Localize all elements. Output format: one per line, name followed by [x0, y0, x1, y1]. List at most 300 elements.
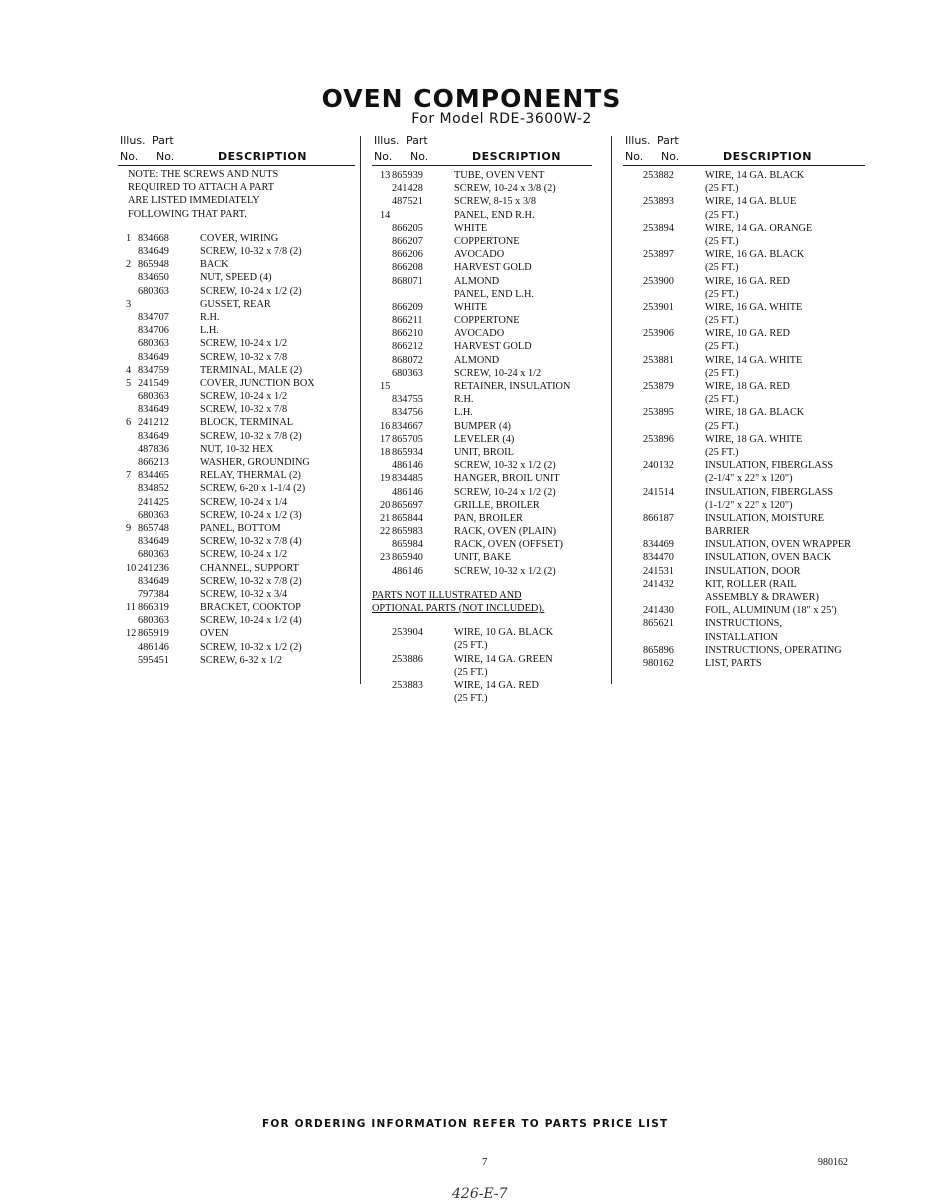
- part-number: 834485: [392, 473, 423, 485]
- table-row: [118, 549, 355, 562]
- part-description: (25 FT.): [705, 288, 739, 300]
- table-row: [372, 223, 592, 236]
- part-description: WHITE: [454, 222, 488, 234]
- table-row: [623, 552, 865, 565]
- table-row: [118, 272, 355, 285]
- part-number: 865705: [392, 433, 423, 445]
- table-row: [372, 276, 592, 289]
- part-number: 834469: [643, 539, 674, 551]
- table-row: [372, 236, 592, 249]
- part-number: 834668: [138, 232, 169, 244]
- screws-note: NOTE: THE SCREWS AND NUTS REQUIRED TO ATTACH A PART ARE LISTED IMMEDIATELY FOLLOWING THAT PART.: [128, 169, 279, 220]
- part-description: INSULATION, MOISTURE: [705, 512, 824, 524]
- table-row: [372, 170, 592, 183]
- column-header: [623, 132, 865, 166]
- header-description: DESCRIPTION: [218, 150, 307, 163]
- part-description: BRACKET, COOKTOP: [200, 602, 301, 614]
- table-row: [623, 500, 865, 513]
- table-row: [118, 483, 355, 496]
- part-description: SCREW, 6-32 x 1/2: [200, 654, 283, 666]
- part-description: SCREW, 10-32 x 7/8: [200, 404, 288, 416]
- header-part-no: No.: [410, 150, 429, 163]
- table-row: [372, 654, 592, 667]
- part-description: PAN, BROILER: [454, 512, 523, 524]
- table-row: [372, 566, 592, 579]
- table-row: [118, 510, 355, 523]
- header-part: Part: [657, 134, 679, 147]
- illus-number: 4: [126, 364, 132, 376]
- header-illus: Illus.: [374, 134, 400, 147]
- part-number: 834852: [138, 483, 169, 495]
- part-number: 865934: [392, 446, 423, 458]
- part-number: 253893: [643, 196, 674, 208]
- part-description: SCREW, 10-32 x 3/4: [200, 588, 288, 600]
- part-description: COPPERTONE: [454, 235, 520, 247]
- optional-parts-heading: [372, 589, 572, 615]
- part-description: INSTRUCTIONS,: [705, 618, 782, 630]
- part-description: R.H.: [454, 394, 474, 406]
- part-number: 834756: [392, 407, 423, 419]
- part-description: SCREW, 10-24 x 3/8 (2): [454, 183, 556, 195]
- part-number: 834649: [138, 351, 169, 363]
- table-row: [372, 302, 592, 315]
- part-description: WASHER, GROUNDING: [200, 457, 310, 468]
- part-description: WIRE, 14 GA. BLUE: [705, 196, 797, 208]
- part-description: WIRE, 14 GA. ORANGE: [705, 222, 813, 234]
- part-number: 797384: [138, 588, 169, 600]
- table-row: [118, 536, 355, 549]
- part-description: (2-1/4" x 22" x 120"): [705, 473, 793, 485]
- table-row: [623, 579, 865, 592]
- part-description: (25 FT.): [705, 183, 739, 195]
- part-description: (25 FT.): [705, 235, 739, 247]
- table-row: [118, 655, 355, 668]
- part-number: 980162: [643, 657, 674, 669]
- table-row: [372, 196, 592, 209]
- part-number: 253906: [643, 328, 674, 340]
- part-description: COVER, JUNCTION BOX: [200, 377, 315, 389]
- part-number: 253900: [643, 275, 674, 287]
- table-row: [118, 312, 355, 325]
- table-row: [118, 417, 355, 430]
- part-number: 834650: [138, 272, 169, 284]
- table-row: [623, 460, 865, 473]
- header-illus: Illus.: [625, 134, 651, 147]
- table-row: [623, 526, 865, 539]
- part-description: UNIT, BROIL: [454, 446, 514, 458]
- table-row: [623, 289, 865, 302]
- part-description: SCREW, 10-24 x 1/2: [200, 391, 288, 403]
- part-description: WIRE, 18 GA. RED: [705, 381, 790, 392]
- part-number: 866206: [392, 249, 423, 261]
- part-description: SCREW, 10-32 x 7/8 (2): [200, 246, 302, 257]
- part-description: (1-1/2" x 22" x 120"): [705, 499, 793, 511]
- part-description: SCREW, 6-20 x 1-1/4 (2): [200, 483, 306, 495]
- header-illus-no: No.: [625, 150, 644, 163]
- table-row: [623, 183, 865, 196]
- table-row: [118, 246, 355, 259]
- table-row: [623, 539, 865, 552]
- part-description: (25 FT.): [705, 420, 739, 432]
- table-row: [623, 210, 865, 223]
- part-number: 253879: [643, 381, 674, 392]
- part-description: WIRE, 10 GA. BLACK: [454, 627, 554, 639]
- header-illus: Illus.: [120, 134, 146, 147]
- part-description: RACK, OVEN (PLAIN): [454, 526, 557, 538]
- table-row: [118, 352, 355, 365]
- table-row: [623, 276, 865, 289]
- part-number: 865940: [392, 552, 423, 564]
- header-part: Part: [152, 134, 174, 147]
- illus-number: 5: [126, 377, 132, 389]
- table-row: [372, 421, 592, 434]
- part-description: WIRE, 14 GA. WHITE: [705, 354, 803, 366]
- part-number: 241514: [643, 486, 674, 498]
- part-number: 866211: [392, 315, 423, 327]
- table-row: [118, 576, 355, 589]
- header-part: Part: [406, 134, 428, 147]
- part-description: NUT, SPEED (4): [200, 272, 272, 284]
- table-row: [118, 602, 355, 615]
- part-description: UNIT, BAKE: [454, 552, 512, 564]
- table-row: [372, 315, 592, 328]
- parts-column-3: [623, 132, 865, 671]
- table-row: [372, 434, 592, 447]
- illus-number: 18: [380, 446, 391, 458]
- part-number: 241428: [392, 183, 423, 195]
- part-description: TUBE, OVEN VENT: [454, 170, 545, 181]
- table-row: [623, 487, 865, 500]
- table-row: [118, 404, 355, 417]
- part-number: 866213: [138, 457, 169, 468]
- table-row: [118, 523, 355, 536]
- table-row: [118, 444, 355, 457]
- part-description: ASSEMBLY & DRAWER): [705, 592, 819, 603]
- part-description: SCREW, 10-32 x 1/2 (2): [454, 565, 556, 577]
- part-description: NUT, 10-32 HEX: [200, 443, 274, 455]
- part-description: FOIL, ALUMINUM (18" x 25'): [705, 605, 837, 617]
- part-number: 253883: [392, 679, 423, 691]
- part-number: 834755: [392, 394, 423, 406]
- table-row: [623, 368, 865, 381]
- illus-number: 1: [126, 232, 132, 244]
- part-number: 866208: [392, 262, 423, 274]
- table-row: [372, 355, 592, 368]
- part-description: SCREW, 10-32 x 7/8 (2): [200, 430, 302, 442]
- part-description: RACK, OVEN (OFFSET): [454, 539, 563, 551]
- part-number: 865748: [138, 522, 169, 534]
- part-number: 241236: [138, 562, 169, 574]
- part-description: WIRE, 14 GA. GREEN: [454, 653, 553, 665]
- table-row: [372, 249, 592, 262]
- part-number: 866210: [392, 328, 423, 340]
- table-row: [372, 328, 592, 341]
- part-description: L.H.: [454, 407, 473, 419]
- table-row: [623, 407, 865, 420]
- table-row: [118, 259, 355, 272]
- part-number: 834649: [138, 575, 169, 587]
- part-number: 680363: [138, 338, 169, 350]
- table-row: [623, 315, 865, 328]
- table-row: [623, 196, 865, 209]
- header-illus-no: No.: [120, 150, 139, 163]
- table-row: [623, 223, 865, 236]
- table-row: [372, 640, 592, 653]
- illus-number: 3: [126, 298, 132, 310]
- table-row: [118, 365, 355, 378]
- part-number: 486146: [392, 565, 423, 577]
- table-row: [623, 618, 865, 631]
- part-description: WIRE, 14 GA. BLACK: [705, 170, 805, 181]
- part-description: SCREW, 8-15 x 3/8: [454, 196, 537, 208]
- part-number: 253896: [643, 433, 674, 445]
- part-number: 253904: [392, 627, 423, 639]
- table-row: [372, 210, 592, 223]
- parts-list: [623, 170, 865, 671]
- part-description: INSULATION, DOOR: [705, 565, 801, 577]
- table-row: [118, 325, 355, 338]
- table-row: [372, 693, 592, 706]
- table-row: [372, 500, 592, 513]
- part-description: KIT, ROLLER (RAIL: [705, 578, 797, 590]
- part-description: (25 FT.): [705, 209, 739, 221]
- table-row: [118, 642, 355, 655]
- illus-number: 22: [380, 526, 391, 538]
- table-row: [118, 457, 355, 470]
- part-description: WIRE, 16 GA. RED: [705, 275, 790, 287]
- illus-number: 10: [126, 562, 137, 574]
- part-number: 680363: [138, 391, 169, 403]
- table-row: [372, 680, 592, 693]
- part-number: 241549: [138, 377, 169, 389]
- illus-number: 9: [126, 522, 132, 534]
- page-number: 7: [482, 1156, 488, 1168]
- table-row: [372, 394, 592, 407]
- table-row: [623, 658, 865, 671]
- part-number: 487836: [138, 443, 169, 455]
- part-number: 866212: [392, 341, 423, 353]
- part-number: 865697: [392, 499, 423, 511]
- part-description: WIRE, 18 GA. BLACK: [705, 407, 805, 419]
- header-part-no: No.: [661, 150, 680, 163]
- table-row: [623, 434, 865, 447]
- part-description: COPPERTONE: [454, 315, 520, 327]
- column-header: [118, 132, 355, 166]
- part-number: 253901: [643, 301, 674, 313]
- part-number: 241531: [643, 565, 674, 577]
- table-row: [623, 605, 865, 618]
- part-description: INSULATION, OVEN BACK: [705, 552, 832, 564]
- part-description: WIRE, 16 GA. WHITE: [705, 301, 803, 313]
- table-row: [118, 628, 355, 641]
- table-row: [372, 289, 592, 302]
- part-description: (25 FT.): [454, 693, 488, 705]
- part-number: 865621: [643, 618, 674, 630]
- part-number: 865844: [392, 512, 423, 524]
- parts-list: [372, 170, 592, 579]
- header-part-no: No.: [156, 150, 175, 163]
- table-row: [372, 368, 592, 381]
- part-description: LIST, PARTS: [705, 657, 762, 669]
- part-description: RETAINER, INSULATION: [454, 381, 571, 392]
- part-number: 866207: [392, 235, 423, 247]
- table-row: [372, 513, 592, 526]
- part-number: 253886: [392, 653, 423, 665]
- part-description: RELAY, THERMAL (2): [200, 470, 301, 482]
- part-description: (25 FT.): [454, 666, 488, 678]
- part-number: 253894: [643, 222, 674, 234]
- part-number: 834649: [138, 246, 169, 257]
- part-description: ALMOND: [454, 354, 500, 366]
- illus-number: 2: [126, 259, 132, 271]
- part-description: LEVELER (4): [454, 433, 515, 445]
- illus-number: 13: [380, 170, 391, 181]
- illus-number: 15: [380, 381, 391, 392]
- page-title: OVEN COMPONENTS: [321, 84, 622, 113]
- part-description: (25 FT.): [705, 446, 739, 458]
- table-row: [372, 407, 592, 420]
- part-description: AVOCADO: [454, 328, 505, 340]
- part-number: 866209: [392, 301, 423, 313]
- table-row: [372, 487, 592, 500]
- part-number: 486146: [392, 486, 423, 498]
- table-row: [118, 497, 355, 510]
- table-row: [118, 470, 355, 483]
- part-number: 834470: [643, 552, 674, 564]
- column-header: [372, 132, 592, 166]
- table-row: [372, 667, 592, 680]
- part-number: 241430: [643, 605, 674, 617]
- table-row: [623, 592, 865, 605]
- table-row: [118, 378, 355, 391]
- part-description: WHITE: [454, 301, 488, 313]
- part-number: 680363: [138, 615, 169, 627]
- part-number: 241432: [643, 578, 674, 590]
- part-number: 680363: [392, 367, 423, 379]
- table-row: [118, 589, 355, 602]
- table-row: [623, 302, 865, 315]
- part-description: WIRE, 18 GA. WHITE: [705, 433, 803, 445]
- parts-list: [118, 233, 355, 668]
- part-description: HARVEST GOLD: [454, 341, 532, 353]
- part-description: L.H.: [200, 325, 219, 337]
- part-number: 834667: [392, 420, 423, 432]
- part-number: 253895: [643, 407, 674, 419]
- illus-number: 6: [126, 417, 132, 429]
- illus-number: 14: [380, 209, 391, 221]
- table-row: [118, 233, 355, 246]
- part-number: 865984: [392, 539, 423, 551]
- illus-number: 16: [380, 420, 391, 432]
- ordering-info: FOR ORDERING INFORMATION REFER TO PARTS PRICE LIST: [262, 1118, 669, 1130]
- table-row: [372, 262, 592, 275]
- part-description: CHANNEL, SUPPORT: [200, 562, 299, 574]
- part-description: (25 FT.): [705, 394, 739, 406]
- part-description: BUMPER (4): [454, 420, 511, 432]
- part-description: PANEL, END L.H.: [454, 288, 534, 300]
- handwritten-note: 426-E-7: [452, 1186, 508, 1202]
- table-row: [372, 552, 592, 565]
- optional-parts-label: PARTS NOT ILLUSTRATED AND OPTIONAL PARTS (NOT INCLUDED).: [372, 589, 545, 615]
- part-description: INSULATION, FIBERGLASS: [705, 486, 834, 498]
- part-description: BACK: [200, 259, 229, 271]
- illus-number: 7: [126, 470, 132, 482]
- column-divider-left: [360, 136, 361, 684]
- part-number: 834707: [138, 311, 169, 323]
- part-description: SCREW, 10-32 x 7/8 (4): [200, 536, 302, 548]
- part-number: 253882: [643, 170, 674, 181]
- part-number: 240132: [643, 460, 674, 472]
- part-description: (25 FT.): [705, 315, 739, 327]
- part-description: PANEL, END R.H.: [454, 209, 535, 221]
- illus-number: 11: [126, 602, 136, 614]
- parts-column-1: [118, 132, 355, 668]
- part-number: 680363: [138, 549, 169, 561]
- part-number: 865919: [138, 628, 169, 640]
- part-description: (25 FT.): [454, 640, 488, 652]
- table-row: [623, 341, 865, 354]
- table-row: [623, 473, 865, 486]
- table-row: [623, 170, 865, 183]
- table-row: [623, 513, 865, 526]
- part-number: 865983: [392, 526, 423, 538]
- table-row: [372, 447, 592, 460]
- table-row: [623, 566, 865, 579]
- table-row: [372, 341, 592, 354]
- part-number: 680363: [138, 285, 169, 297]
- part-description: COVER, WIRING: [200, 232, 279, 244]
- part-number: 834759: [138, 364, 169, 376]
- table-row: [623, 355, 865, 368]
- table-row: [118, 299, 355, 312]
- part-number: 834465: [138, 470, 169, 482]
- table-row: [623, 328, 865, 341]
- part-number: 595451: [138, 654, 169, 666]
- parts-column-2: [372, 132, 592, 706]
- part-description: (25 FT.): [705, 367, 739, 379]
- table-row: [623, 421, 865, 434]
- table-row: [372, 460, 592, 473]
- table-row: [118, 286, 355, 299]
- part-description: SCREW, 10-24 x 1/4: [200, 496, 288, 508]
- part-description: BARRIER: [705, 526, 750, 538]
- table-row: [118, 338, 355, 351]
- part-number: 865939: [392, 170, 423, 181]
- part-number: 834649: [138, 404, 169, 416]
- part-description: SCREW, 10-24 x 1/2 (2): [454, 486, 556, 498]
- part-number: 868072: [392, 354, 423, 366]
- part-description: SCREW, 10-24 x 1/2: [200, 338, 288, 350]
- table-row: [118, 615, 355, 628]
- table-row: [623, 645, 865, 658]
- part-number: 866319: [138, 602, 169, 614]
- part-description: GRILLE, BROILER: [454, 499, 540, 511]
- table-row: [118, 391, 355, 404]
- part-number: 487521: [392, 196, 423, 208]
- table-row: [372, 627, 592, 640]
- table-row: [623, 394, 865, 407]
- table-row: [118, 431, 355, 444]
- illus-number: 21: [380, 512, 391, 524]
- table-row: [623, 249, 865, 262]
- part-number: 253897: [643, 249, 674, 261]
- table-row: [372, 381, 592, 394]
- part-number: 834649: [138, 430, 169, 442]
- illus-number: 19: [380, 473, 391, 485]
- table-row: [623, 447, 865, 460]
- table-row: [623, 262, 865, 275]
- part-number: 865896: [643, 644, 674, 656]
